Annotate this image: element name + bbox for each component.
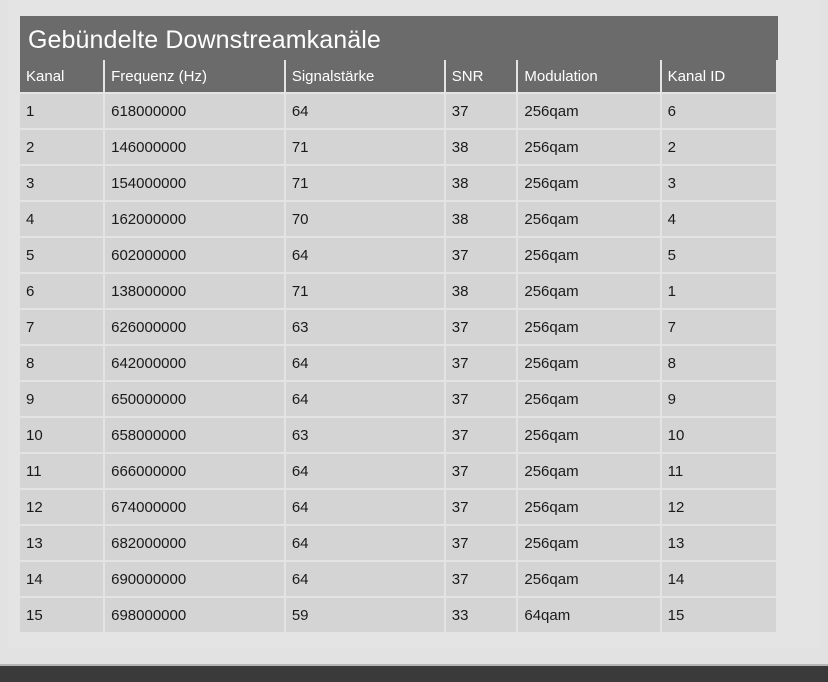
cell-snr: 38 — [446, 274, 517, 308]
table-row — [20, 490, 776, 524]
cell-kanal-id: 5 — [662, 238, 776, 272]
cell-kanal-id: 6 — [662, 94, 776, 128]
table-row — [20, 238, 776, 272]
cell-snr: 37 — [446, 310, 517, 344]
cell-modulation: 256qam — [518, 418, 659, 452]
table-row — [20, 130, 776, 164]
cell-frequenz: 642000000 — [105, 346, 284, 380]
table-row — [20, 382, 776, 416]
cell-snr: 38 — [446, 166, 517, 200]
cell-kanal: 5 — [20, 238, 103, 272]
table-row — [20, 526, 776, 560]
cell-kanal-id: 13 — [662, 526, 776, 560]
cell-kanal-id: 2 — [662, 130, 776, 164]
table-row — [20, 562, 776, 596]
cell-frequenz: 650000000 — [105, 382, 284, 416]
cell-signalstaerke: 71 — [286, 130, 444, 164]
cell-signalstaerke: 64 — [286, 238, 444, 272]
cell-kanal-id: 10 — [662, 418, 776, 452]
cell-modulation: 256qam — [518, 490, 659, 524]
cell-frequenz: 698000000 — [105, 598, 284, 632]
cell-frequenz: 690000000 — [105, 562, 284, 596]
cell-kanal: 3 — [20, 166, 103, 200]
cell-signalstaerke: 71 — [286, 274, 444, 308]
cell-frequenz: 146000000 — [105, 130, 284, 164]
cell-frequenz: 674000000 — [105, 490, 284, 524]
cell-signalstaerke: 64 — [286, 454, 444, 488]
cell-snr: 37 — [446, 382, 517, 416]
cell-snr: 37 — [446, 490, 517, 524]
table-row — [20, 346, 776, 380]
cell-modulation: 256qam — [518, 562, 659, 596]
column-header-signalstaerke: Signalstärke — [286, 60, 444, 92]
cell-signalstaerke: 59 — [286, 598, 444, 632]
footer-bar — [0, 664, 828, 682]
cell-snr: 37 — [446, 454, 517, 488]
cell-kanal-id: 11 — [662, 454, 776, 488]
cell-snr: 37 — [446, 418, 517, 452]
table-row — [20, 454, 776, 488]
cell-frequenz: 602000000 — [105, 238, 284, 272]
cell-kanal: 10 — [20, 418, 103, 452]
cell-snr: 37 — [446, 238, 517, 272]
table-body — [20, 94, 776, 632]
cell-kanal: 6 — [20, 274, 103, 308]
cell-kanal: 14 — [20, 562, 103, 596]
cell-modulation: 256qam — [518, 238, 659, 272]
cell-modulation: 256qam — [518, 274, 659, 308]
column-header-modulation: Modulation — [518, 60, 659, 92]
cell-frequenz: 658000000 — [105, 418, 284, 452]
cell-modulation: 256qam — [518, 346, 659, 380]
cell-snr: 37 — [446, 562, 517, 596]
cell-modulation: 256qam — [518, 382, 659, 416]
cell-frequenz: 626000000 — [105, 310, 284, 344]
cell-snr: 33 — [446, 598, 517, 632]
column-header-kanal: Kanal — [20, 60, 103, 92]
cell-frequenz: 682000000 — [105, 526, 284, 560]
cell-signalstaerke: 64 — [286, 382, 444, 416]
cell-modulation: 256qam — [518, 166, 659, 200]
cell-kanal: 7 — [20, 310, 103, 344]
table-row — [20, 274, 776, 308]
panel-title: Gebündelte Downstreamkanäle — [20, 16, 778, 60]
cell-signalstaerke: 71 — [286, 166, 444, 200]
cell-kanal: 13 — [20, 526, 103, 560]
cell-modulation: 256qam — [518, 202, 659, 236]
cell-signalstaerke: 64 — [286, 94, 444, 128]
cell-frequenz: 154000000 — [105, 166, 284, 200]
cell-kanal: 4 — [20, 202, 103, 236]
cell-kanal: 9 — [20, 382, 103, 416]
downstream-channels-panel — [20, 16, 778, 634]
cell-snr: 38 — [446, 202, 517, 236]
cell-snr: 38 — [446, 130, 517, 164]
downstream-channels-table — [18, 58, 778, 634]
cell-kanal: 11 — [20, 454, 103, 488]
cell-kanal-id: 14 — [662, 562, 776, 596]
cell-kanal-id: 3 — [662, 166, 776, 200]
cell-frequenz: 618000000 — [105, 94, 284, 128]
cell-frequenz: 666000000 — [105, 454, 284, 488]
table-row — [20, 598, 776, 632]
cell-kanal-id: 12 — [662, 490, 776, 524]
cell-modulation: 64qam — [518, 598, 659, 632]
cell-modulation: 256qam — [518, 454, 659, 488]
cell-kanal-id: 15 — [662, 598, 776, 632]
cell-kanal-id: 8 — [662, 346, 776, 380]
table-row — [20, 94, 776, 128]
cell-kanal-id: 1 — [662, 274, 776, 308]
cell-kanal: 1 — [20, 94, 103, 128]
cell-kanal-id: 4 — [662, 202, 776, 236]
cell-modulation: 256qam — [518, 526, 659, 560]
column-header-kanal-id: Kanal ID — [662, 60, 776, 92]
cell-kanal: 8 — [20, 346, 103, 380]
cell-frequenz: 162000000 — [105, 202, 284, 236]
cell-kanal-id: 7 — [662, 310, 776, 344]
table-header-row — [20, 60, 776, 92]
cell-kanal: 2 — [20, 130, 103, 164]
cell-frequenz: 138000000 — [105, 274, 284, 308]
cell-signalstaerke: 63 — [286, 310, 444, 344]
cell-modulation: 256qam — [518, 94, 659, 128]
cell-signalstaerke: 70 — [286, 202, 444, 236]
content-viewport[interactable] — [8, 0, 820, 648]
table-row — [20, 202, 776, 236]
cell-snr: 37 — [446, 526, 517, 560]
cell-signalstaerke: 64 — [286, 346, 444, 380]
table-row — [20, 310, 776, 344]
cell-modulation: 256qam — [518, 130, 659, 164]
cell-kanal-id: 9 — [662, 382, 776, 416]
cell-snr: 37 — [446, 346, 517, 380]
cell-signalstaerke: 64 — [286, 490, 444, 524]
column-header-frequenz: Frequenz (Hz) — [105, 60, 284, 92]
column-header-snr: SNR — [446, 60, 517, 92]
cell-snr: 37 — [446, 94, 517, 128]
table-row — [20, 166, 776, 200]
table-row — [20, 418, 776, 452]
cell-signalstaerke: 64 — [286, 526, 444, 560]
cell-signalstaerke: 64 — [286, 562, 444, 596]
cell-signalstaerke: 63 — [286, 418, 444, 452]
cell-kanal: 15 — [20, 598, 103, 632]
cell-kanal: 12 — [20, 490, 103, 524]
cell-modulation: 256qam — [518, 310, 659, 344]
